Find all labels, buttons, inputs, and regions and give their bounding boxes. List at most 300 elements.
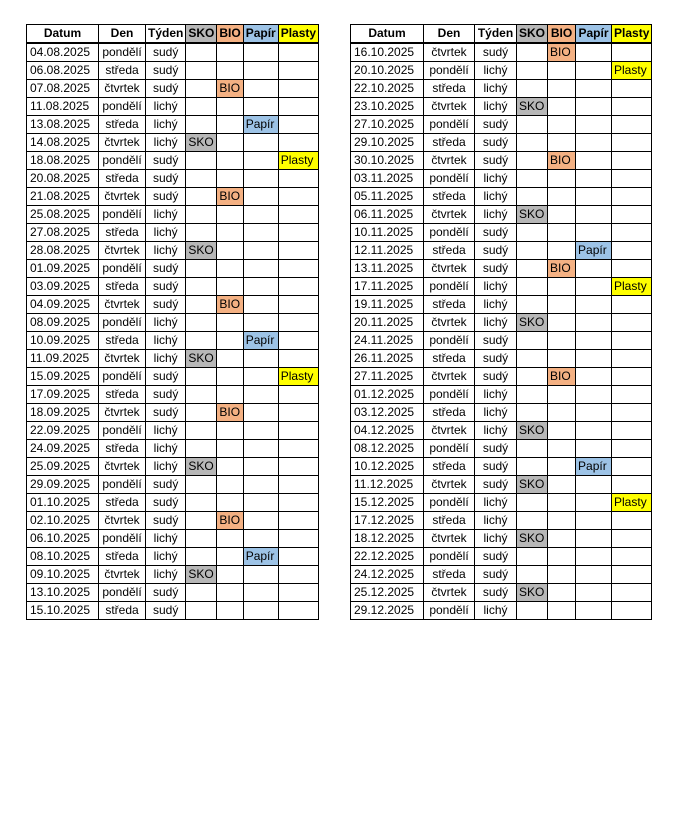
cell-plastic [612, 224, 652, 242]
cell-paper [243, 242, 278, 260]
cell-date: 06.11.2025 [351, 206, 424, 224]
cell-week: lichý [475, 512, 517, 530]
cell-sko [186, 512, 217, 530]
cell-day: čtvrtek [99, 80, 146, 98]
cell-sko [186, 368, 217, 386]
cell-bio [548, 332, 576, 350]
cell-bio: BIO [217, 188, 243, 206]
cell-bio [548, 206, 576, 224]
cell-plastic [278, 296, 318, 314]
cell-day: středa [424, 512, 475, 530]
table-row [27, 224, 319, 242]
table-row [351, 43, 652, 62]
cell-day: středa [424, 458, 475, 476]
header-bio: BIO [548, 25, 576, 44]
header-row [27, 25, 319, 44]
header-sko: SKO [517, 25, 548, 44]
cell-sko [517, 260, 548, 278]
table-row [27, 350, 319, 368]
cell-bio [548, 80, 576, 98]
cell-date: 09.10.2025 [27, 566, 99, 584]
cell-day: čtvrtek [99, 458, 146, 476]
cell-day: středa [424, 188, 475, 206]
cell-date: 04.08.2025 [27, 43, 99, 62]
cell-bio: BIO [548, 43, 576, 62]
table-row [351, 386, 652, 404]
cell-date: 06.10.2025 [27, 530, 99, 548]
cell-plastic: Plasty [612, 494, 652, 512]
cell-plastic [278, 350, 318, 368]
cell-paper [576, 170, 612, 188]
cell-paper [243, 566, 278, 584]
cell-plastic [278, 80, 318, 98]
cell-plastic: Plasty [278, 152, 318, 170]
cell-week: lichý [146, 332, 186, 350]
table-row [351, 314, 652, 332]
cell-week: sudý [146, 368, 186, 386]
cell-bio [217, 584, 243, 602]
cell-week: sudý [475, 224, 517, 242]
cell-date: 04.09.2025 [27, 296, 99, 314]
cell-bio [548, 242, 576, 260]
cell-bio [217, 494, 243, 512]
cell-plastic [612, 422, 652, 440]
schedule-body-right [351, 43, 652, 620]
cell-bio [548, 494, 576, 512]
cell-bio [217, 566, 243, 584]
cell-plastic [612, 602, 652, 620]
cell-plastic [612, 566, 652, 584]
cell-sko [186, 260, 217, 278]
cell-bio: BIO [217, 404, 243, 422]
cell-paper [243, 260, 278, 278]
cell-bio [548, 188, 576, 206]
table-row [351, 170, 652, 188]
cell-bio [548, 134, 576, 152]
cell-plastic [278, 260, 318, 278]
cell-paper [243, 206, 278, 224]
cell-week: lichý [146, 566, 186, 584]
cell-paper [576, 602, 612, 620]
cell-bio [548, 602, 576, 620]
cell-week: sudý [146, 602, 186, 620]
cell-paper [576, 260, 612, 278]
cell-day: pondělí [99, 368, 146, 386]
cell-week: lichý [475, 296, 517, 314]
cell-bio [548, 170, 576, 188]
table-row [351, 134, 652, 152]
cell-bio [217, 332, 243, 350]
cell-plastic [612, 296, 652, 314]
cell-day: čtvrtek [99, 566, 146, 584]
cell-plastic [278, 548, 318, 566]
cell-day: čtvrtek [424, 368, 475, 386]
cell-paper [243, 584, 278, 602]
cell-plastic [612, 134, 652, 152]
cell-date: 21.08.2025 [27, 188, 99, 206]
cell-paper [243, 188, 278, 206]
header-plastic: Plasty [278, 25, 318, 44]
cell-date: 03.09.2025 [27, 278, 99, 296]
cell-day: středa [424, 404, 475, 422]
cell-plastic [612, 314, 652, 332]
cell-week: sudý [475, 242, 517, 260]
cell-plastic [612, 386, 652, 404]
cell-week: sudý [146, 278, 186, 296]
table-row [351, 494, 652, 512]
cell-plastic [278, 43, 318, 62]
cell-day: čtvrtek [99, 296, 146, 314]
cell-plastic [612, 512, 652, 530]
cell-week: lichý [146, 98, 186, 116]
cell-week: sudý [146, 584, 186, 602]
cell-paper [243, 458, 278, 476]
cell-plastic [612, 116, 652, 134]
cell-day: čtvrtek [99, 404, 146, 422]
cell-sko [517, 512, 548, 530]
table-row [351, 530, 652, 548]
cell-date: 13.08.2025 [27, 116, 99, 134]
cell-date: 05.11.2025 [351, 188, 424, 206]
cell-sko [517, 116, 548, 134]
cell-sko [186, 404, 217, 422]
cell-paper [576, 62, 612, 80]
cell-week: lichý [146, 314, 186, 332]
cell-date: 24.12.2025 [351, 566, 424, 584]
cell-sko: SKO [186, 566, 217, 584]
cell-day: čtvrtek [424, 422, 475, 440]
cell-day: pondělí [424, 116, 475, 134]
table-row [351, 602, 652, 620]
cell-sko [517, 188, 548, 206]
table-row [351, 476, 652, 494]
cell-paper [576, 296, 612, 314]
table-row [27, 422, 319, 440]
cell-plastic: Plasty [612, 278, 652, 296]
cell-paper [576, 278, 612, 296]
cell-paper [576, 548, 612, 566]
cell-sko [186, 80, 217, 98]
cell-plastic: Plasty [612, 62, 652, 80]
cell-paper [576, 206, 612, 224]
cell-bio [548, 386, 576, 404]
cell-bio [548, 98, 576, 116]
cell-plastic [278, 584, 318, 602]
cell-plastic [278, 458, 318, 476]
table-row [27, 170, 319, 188]
cell-date: 22.10.2025 [351, 80, 424, 98]
cell-date: 27.11.2025 [351, 368, 424, 386]
table-row [351, 296, 652, 314]
cell-plastic [612, 98, 652, 116]
cell-week: sudý [475, 152, 517, 170]
cell-week: sudý [146, 296, 186, 314]
cell-date: 13.11.2025 [351, 260, 424, 278]
table-row [351, 242, 652, 260]
cell-bio [548, 548, 576, 566]
cell-bio [548, 224, 576, 242]
cell-paper [576, 43, 612, 62]
cell-plastic [612, 152, 652, 170]
cell-date: 30.10.2025 [351, 152, 424, 170]
cell-week: lichý [146, 530, 186, 548]
cell-paper [243, 350, 278, 368]
cell-day: středa [99, 332, 146, 350]
cell-bio [217, 386, 243, 404]
cell-sko [517, 278, 548, 296]
cell-date: 29.12.2025 [351, 602, 424, 620]
cell-paper [576, 134, 612, 152]
cell-day: středa [424, 350, 475, 368]
cell-day: čtvrtek [99, 134, 146, 152]
cell-date: 03.12.2025 [351, 404, 424, 422]
cell-plastic [612, 530, 652, 548]
cell-day: čtvrtek [424, 530, 475, 548]
table-row [27, 314, 319, 332]
cell-sko: SKO [186, 242, 217, 260]
cell-sko [517, 458, 548, 476]
cell-date: 06.08.2025 [27, 62, 99, 80]
cell-date: 22.12.2025 [351, 548, 424, 566]
cell-paper [243, 404, 278, 422]
cell-date: 17.11.2025 [351, 278, 424, 296]
cell-bio: BIO [548, 368, 576, 386]
cell-paper [243, 314, 278, 332]
cell-date: 02.10.2025 [27, 512, 99, 530]
cell-paper [243, 440, 278, 458]
cell-week: lichý [146, 440, 186, 458]
header-week: Týden [475, 25, 517, 44]
table-row [27, 368, 319, 386]
cell-day: středa [424, 242, 475, 260]
cell-sko: SKO [186, 134, 217, 152]
cell-sko [186, 62, 217, 80]
header-day: Den [424, 25, 475, 44]
cell-date: 10.11.2025 [351, 224, 424, 242]
cell-day: pondělí [424, 494, 475, 512]
cell-day: pondělí [99, 476, 146, 494]
cell-day: čtvrtek [99, 188, 146, 206]
cell-plastic [278, 494, 318, 512]
cell-week: sudý [146, 80, 186, 98]
table-row [27, 152, 319, 170]
cell-date: 07.08.2025 [27, 80, 99, 98]
cell-bio [217, 368, 243, 386]
cell-sko [517, 386, 548, 404]
cell-day: pondělí [424, 440, 475, 458]
cell-paper [576, 404, 612, 422]
cell-paper: Papír [243, 116, 278, 134]
cell-bio [548, 530, 576, 548]
table-row [351, 584, 652, 602]
cell-day: středa [424, 296, 475, 314]
cell-sko: SKO [517, 584, 548, 602]
cell-paper [243, 43, 278, 62]
table-row [27, 476, 319, 494]
cell-paper [576, 476, 612, 494]
cell-date: 13.10.2025 [27, 584, 99, 602]
cell-date: 08.10.2025 [27, 548, 99, 566]
cell-day: pondělí [99, 98, 146, 116]
cell-plastic [612, 170, 652, 188]
table-row [27, 43, 319, 62]
cell-bio [217, 530, 243, 548]
cell-sko [517, 242, 548, 260]
cell-bio [548, 476, 576, 494]
cell-plastic [278, 116, 318, 134]
table-row [351, 440, 652, 458]
table-row [27, 98, 319, 116]
cell-day: pondělí [424, 602, 475, 620]
cell-plastic [612, 332, 652, 350]
cell-plastic [278, 566, 318, 584]
cell-week: lichý [475, 80, 517, 98]
cell-day: čtvrtek [424, 152, 475, 170]
header-sko: SKO [186, 25, 217, 44]
table-row [27, 458, 319, 476]
cell-paper [576, 566, 612, 584]
cell-day: středa [99, 440, 146, 458]
cell-week: lichý [146, 548, 186, 566]
header-row [351, 25, 652, 44]
cell-bio [548, 584, 576, 602]
cell-sko [186, 116, 217, 134]
cell-sko [186, 224, 217, 242]
cell-paper [576, 332, 612, 350]
table-row [27, 296, 319, 314]
table-row [351, 404, 652, 422]
cell-paper [576, 512, 612, 530]
cell-plastic [612, 458, 652, 476]
cell-date: 10.09.2025 [27, 332, 99, 350]
cell-paper: Papír [243, 332, 278, 350]
cell-paper [576, 584, 612, 602]
cell-bio [217, 314, 243, 332]
cell-sko: SKO [517, 314, 548, 332]
cell-day: středa [424, 80, 475, 98]
cell-sko [186, 188, 217, 206]
cell-paper [576, 494, 612, 512]
cell-date: 08.09.2025 [27, 314, 99, 332]
cell-day: pondělí [424, 386, 475, 404]
table-row [351, 224, 652, 242]
table-row [351, 278, 652, 296]
cell-bio [548, 512, 576, 530]
cell-plastic [612, 188, 652, 206]
schedule-table-left [26, 24, 319, 620]
cell-date: 20.11.2025 [351, 314, 424, 332]
cell-date: 18.12.2025 [351, 530, 424, 548]
cell-paper [576, 422, 612, 440]
table-row [27, 512, 319, 530]
cell-bio: BIO [217, 512, 243, 530]
cell-week: lichý [475, 278, 517, 296]
cell-sko [186, 530, 217, 548]
header-paper: Papír [576, 25, 612, 44]
cell-day: středa [99, 224, 146, 242]
cell-date: 10.12.2025 [351, 458, 424, 476]
table-row [351, 260, 652, 278]
cell-paper [576, 116, 612, 134]
cell-day: středa [99, 602, 146, 620]
cell-date: 01.12.2025 [351, 386, 424, 404]
cell-bio [548, 566, 576, 584]
table-row [351, 566, 652, 584]
cell-day: pondělí [99, 260, 146, 278]
table-row [27, 260, 319, 278]
cell-bio [548, 116, 576, 134]
cell-paper: Papír [243, 548, 278, 566]
cell-date: 24.11.2025 [351, 332, 424, 350]
header-bio: BIO [217, 25, 243, 44]
cell-week: lichý [146, 206, 186, 224]
cell-sko [517, 566, 548, 584]
cell-sko [517, 224, 548, 242]
cell-paper [243, 62, 278, 80]
cell-plastic [612, 260, 652, 278]
cell-plastic [612, 476, 652, 494]
cell-date: 20.08.2025 [27, 170, 99, 188]
cell-plastic [612, 584, 652, 602]
table-row [27, 584, 319, 602]
cell-plastic [278, 422, 318, 440]
header-week: Týden [146, 25, 186, 44]
cell-paper [576, 188, 612, 206]
cell-bio [217, 422, 243, 440]
cell-date: 01.09.2025 [27, 260, 99, 278]
cell-day: pondělí [424, 170, 475, 188]
cell-paper [576, 530, 612, 548]
cell-plastic [612, 43, 652, 62]
cell-paper [243, 368, 278, 386]
cell-plastic [278, 602, 318, 620]
cell-sko [186, 296, 217, 314]
cell-paper [243, 386, 278, 404]
header-day: Den [99, 25, 146, 44]
cell-day: čtvrtek [424, 314, 475, 332]
cell-day: čtvrtek [424, 476, 475, 494]
schedule-table-right [350, 24, 652, 620]
cell-sko [517, 440, 548, 458]
cell-day: středa [99, 278, 146, 296]
cell-paper [243, 170, 278, 188]
table-row [351, 368, 652, 386]
cell-sko [517, 80, 548, 98]
cell-bio [217, 458, 243, 476]
cell-week: sudý [475, 548, 517, 566]
cell-bio [217, 278, 243, 296]
cell-sko [186, 494, 217, 512]
cell-week: sudý [475, 116, 517, 134]
cell-bio [217, 206, 243, 224]
cell-date: 11.12.2025 [351, 476, 424, 494]
cell-date: 28.08.2025 [27, 242, 99, 260]
cell-plastic [278, 278, 318, 296]
cell-plastic [612, 80, 652, 98]
cell-paper [243, 602, 278, 620]
cell-sko: SKO [517, 476, 548, 494]
cell-week: lichý [146, 116, 186, 134]
table-row [27, 116, 319, 134]
cell-day: pondělí [99, 530, 146, 548]
cell-bio [217, 62, 243, 80]
cell-plastic [278, 440, 318, 458]
cell-plastic [612, 404, 652, 422]
table-row [351, 62, 652, 80]
cell-sko [186, 584, 217, 602]
cell-date: 25.08.2025 [27, 206, 99, 224]
cell-week: sudý [146, 170, 186, 188]
